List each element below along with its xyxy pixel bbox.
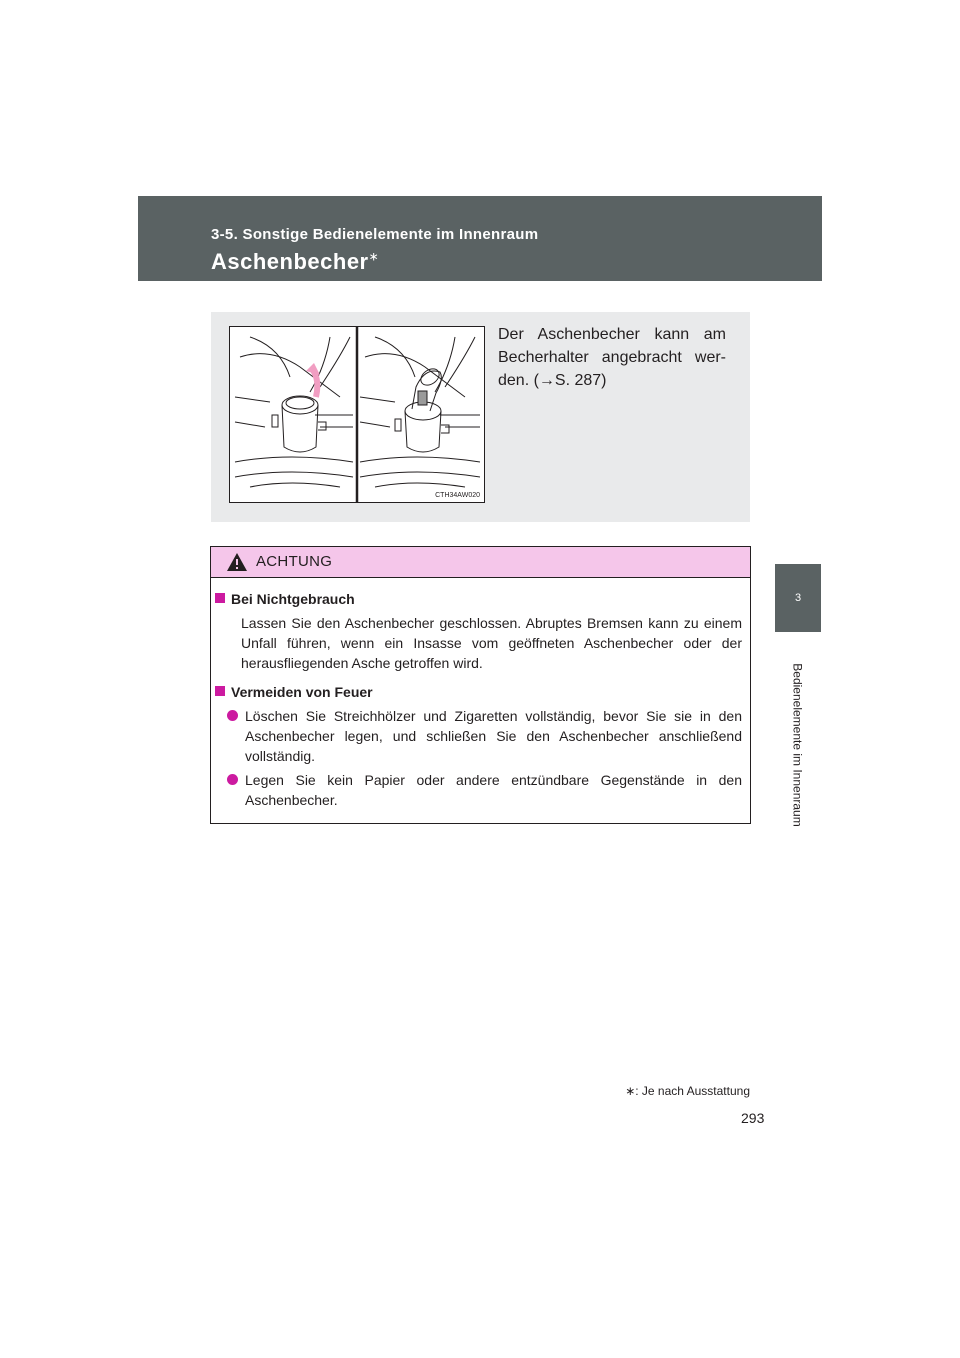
intro-box <box>211 312 750 522</box>
warning-header <box>211 547 750 578</box>
round-bullet-icon <box>227 774 238 785</box>
square-marker-icon <box>215 686 225 696</box>
page-number: 293 <box>741 1110 765 1126</box>
page-title <box>211 249 379 275</box>
chapter-tab <box>775 564 821 632</box>
optional-equipment-marker: ∗ <box>368 249 380 264</box>
chapter-title-vertical <box>786 650 810 840</box>
warning-box <box>210 546 751 824</box>
page-title-text: Aschenbecher <box>211 249 369 274</box>
warning-body <box>211 578 750 810</box>
figure-code: CTH34AW020 <box>435 492 480 499</box>
chapter-number: 3 <box>794 592 802 604</box>
square-marker-icon <box>215 593 225 603</box>
round-bullet-icon <box>227 710 238 721</box>
warning-heading-text: Vermeiden von Feuer <box>231 684 373 700</box>
warning-heading-text: Bei Nichtgebrauch <box>231 591 355 607</box>
warning-bullet <box>245 706 742 766</box>
chapter-title: Bedienelemente im Innenraum <box>791 663 805 827</box>
ashtray-figure <box>230 327 484 502</box>
warning-bullet-text: Löschen Sie Streichhölzer und Zigaretten vollständig, bevor Sie sie in den Aschenbecher legen, und schließen Sie den Aschenbecher anschließend vollständig. <box>245 708 742 764</box>
warning-heading <box>215 589 742 609</box>
warning-heading <box>215 682 742 702</box>
warning-title: ACHTUNG <box>256 553 333 570</box>
ashtray-illustration <box>229 326 485 503</box>
warning-paragraph: Lassen Sie den Aschenbecher geschlossen. Abruptes Bremsen kann zu einem Unfall führen, wenn ein Insasse vom geöffneten Aschenbecher oder der herausfliegenden Asche getroffen wird. <box>241 615 742 671</box>
warning-triangle-icon <box>226 552 248 572</box>
header-band <box>138 196 822 281</box>
intro-text: Der Aschenbecher kann am Becherhalter angebracht wer-den. (→S. 287) <box>498 326 726 389</box>
section-label: 3-5. Sonstige Bedienelemente im Innenraum <box>211 226 539 243</box>
warning-bullet <box>245 770 742 810</box>
footnote: ∗: Je nach Ausstattung <box>625 1084 750 1098</box>
warning-bullet-text: Legen Sie kein Papier oder andere entzündbare Gegenstände in den Aschenbecher. <box>245 772 742 808</box>
